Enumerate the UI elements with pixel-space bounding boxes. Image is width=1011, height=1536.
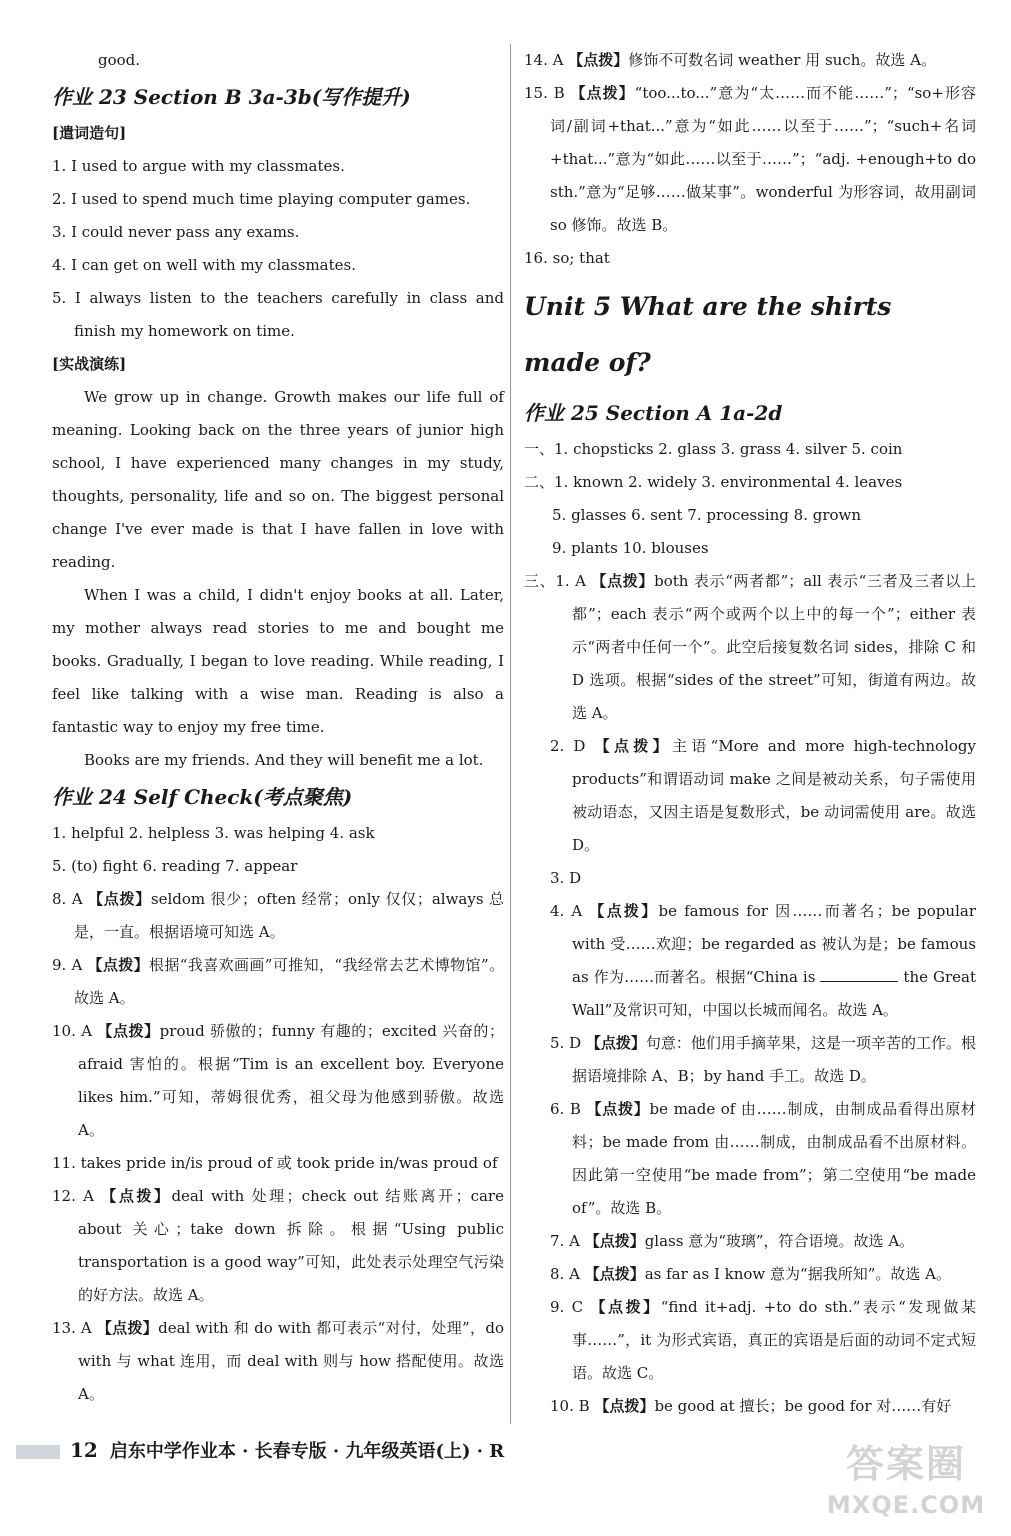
hw25-part2-line2: 5. glasses 6. sent 7. processing 8. grown <box>552 506 862 524</box>
fill-in-blank <box>820 967 898 982</box>
hw23-sentence-2: 2. I used to spend much time playing computer games. <box>52 190 471 208</box>
hint-text: “too...to...”意为“太……而不能……”；“so+形容词/副词+that...”意为“如此……以至于……”；“such+名词+that...”意为“如此……以至于……”；“adj. +enough+to do sth.”意为“足够……做某事”。wonderful 为形容词，故用副词 so 修饰。故选 B。 <box>550 84 976 234</box>
hint-text: deal with 和 do with 都可表示“对付，处理”，do with 与 what 连用，而 deal with 则与 how 搭配使用。故选 A。 <box>78 1319 504 1403</box>
hw23-sentence-5: 5. I always listen to the teachers carefully in class and finish my homework on time. <box>52 289 504 340</box>
answer-number: 9. C <box>550 1298 591 1316</box>
watermark-logo <box>821 1440 991 1530</box>
watermark-text: 答案圈 <box>845 1442 966 1486</box>
hw24-answers-line-2: 5. (to) fight 6. reading 7. appear <box>52 857 298 875</box>
answer-number: 8. A <box>52 890 89 908</box>
hint-text: seldom 很少；often 经常；only 仅仅；always 总是，一直。根据语境可知选 A。 <box>74 890 505 941</box>
answer-number: 4. A <box>550 902 590 920</box>
hw23-sentence-1: 1. I used to argue with my classmates. <box>52 157 345 175</box>
hint-text: 修饰不可数名词 weather 用 such。故选 A。 <box>628 51 936 69</box>
hw23-sentence-3: 3. I could never pass any exams. <box>52 223 300 241</box>
hw25-answer-8 <box>524 1258 976 1291</box>
column-divider <box>510 44 511 1424</box>
answer-number: 7. A <box>550 1232 585 1250</box>
answer-number: 15. B <box>524 84 571 102</box>
hw23-sentence-4: 4. I can get on well with my classmates. <box>52 256 356 274</box>
hint-tag: 【点拨】 <box>584 1265 645 1283</box>
hw23-title: 作业 23 Section B 3a-3b(写作提升) <box>52 85 411 109</box>
unit-title: Unit 5 What are the shirts made of? <box>524 292 892 377</box>
answer-number: 13. A <box>52 1319 97 1337</box>
hint-text-continued: the Great Wall”及常识可知，中国以长城而闻名。故选 A。 <box>572 968 976 1019</box>
answer-number: 三、1. A <box>524 572 592 590</box>
hw25-part1: 一、1. chopsticks 2. glass 3. grass 4. silver 5. coin <box>524 440 903 458</box>
hint-tag: 【点拨】 <box>97 1022 160 1040</box>
hint-tag: 【点拨】 <box>568 51 629 69</box>
hint-text: as far as I know 意为“据我所知”。故选 A。 <box>644 1265 951 1283</box>
answer-number: 2. D <box>550 737 595 755</box>
answer-9 <box>52 949 504 1015</box>
hint-text: 根据“我喜欢画画”可推知，“我经常去艺术博物馆”。故选 A。 <box>74 956 504 1007</box>
hw25-answer-9 <box>524 1291 976 1390</box>
hint-tag: 【点拨】 <box>585 1034 646 1052</box>
answer-number: 10. B <box>550 1397 595 1415</box>
hw25-part2-line3: 9. plants 10. blouses <box>552 539 709 557</box>
answer-number: 8. A <box>550 1265 585 1283</box>
hw23-subheading-1: [遣词造句] <box>52 124 127 142</box>
hint-text: be made of 由……制成，由制成品看得出原材料；be made from 由……制成，由制成品看不出原材料。因此第一空使用“be made from”；第二空使用“be made of”。故选 B。 <box>572 1100 976 1217</box>
hint-tag: 【点拨】 <box>87 956 150 974</box>
hw25-answer-4 <box>524 895 976 1027</box>
hw23-subheading-2: [实战演练] <box>52 355 127 373</box>
hint-text: 句意：他们用手摘苹果，这是一项辛苦的工作。根据语境排除 A、B；by hand 手工。故选 D。 <box>572 1034 976 1085</box>
right-column <box>524 44 976 1423</box>
footer-tab-marker <box>16 1445 60 1459</box>
essay-paragraph-2: When I was a child, I didn't enjoy books at all. Later, my mother always read stories to me and bought me books. Gradually, I began to love reading. While reading, I feel like talking with a wise man. Reading is also a fantastic way to enjoy my free time. <box>52 586 504 736</box>
answer-number: 9. A <box>52 956 88 974</box>
answer-10 <box>52 1015 504 1147</box>
page-number: 12 <box>70 1438 98 1462</box>
hw25-answer-2 <box>524 730 976 862</box>
answer-number: 5. D <box>550 1034 586 1052</box>
hint-tag: 【点拨】 <box>589 902 659 920</box>
hint-tag: 【点拨】 <box>96 1319 159 1337</box>
essay-paragraph-1: We grow up in change. Growth makes our life full of meaning. Looking back on the three years of junior high school, I have experienced many changes in my study, thoughts, personality, life and so on. The biggest personal change I've ever made is that I have fallen in love with reading. <box>52 388 504 571</box>
answer-number: 10. A <box>52 1022 98 1040</box>
answer-12 <box>52 1180 504 1312</box>
hint-tag: 【点拨】 <box>101 1187 172 1205</box>
answer-number: 12. A <box>52 1187 102 1205</box>
answer-11: 11. takes pride in/is proud of 或 took pride in/was proud of <box>52 1154 498 1172</box>
hint-tag: 【点拨】 <box>590 1298 661 1316</box>
answer-8 <box>52 883 504 949</box>
hw25-answer-7 <box>524 1225 976 1258</box>
hint-tag: 【点拨】 <box>586 1100 650 1118</box>
hint-text: both 表示“两者都”；all 表示“三者及三者以上都”；each 表示“两个或两个以上中的每一个”；either 表示“两者中任何一个”。此空后接复数名词 sides，排除 C 和 D 选项。根据“sides of the street”可知，街道有两边。故选 A。 <box>572 572 976 722</box>
continued-text: good. <box>98 51 141 69</box>
hw25-part2-line1: 二、1. known 2. widely 3. environmental 4. leaves <box>524 473 903 491</box>
hint-tag: 【点拨】 <box>584 1232 645 1250</box>
hint-text: proud 骄傲的；funny 有趣的；excited 兴奋的；afraid 害怕的。根据“Tim is an excellent boy. Everyone likes him.”可知，蒂姆很优秀，祖父母为他感到骄傲。故选 A。 <box>78 1022 504 1139</box>
hint-text: glass 意为“玻璃”，符合语境。故选 A。 <box>644 1232 915 1250</box>
answer-number: 14. A <box>524 51 569 69</box>
hw25-answer-3: 3. D <box>550 869 582 887</box>
answer-14 <box>524 44 976 77</box>
hint-text: “find it+adj. +to do sth.”表示“发现做某事……”，it 为形式宾语，真正的宾语是后面的动词不定式短语。故选 C。 <box>572 1298 976 1382</box>
book-title: 启东中学作业本 · 长春专版 · 九年级英语(上) · R <box>109 1441 505 1462</box>
answer-number: 6. B <box>550 1100 587 1118</box>
watermark-url: MXQE.COM <box>826 1491 986 1519</box>
hint-tag: 【点拨】 <box>594 1397 655 1415</box>
hw25-title: 作业 25 Section A 1a-2d <box>524 401 783 425</box>
hw24-title: 作业 24 Self Check(考点聚焦) <box>52 785 353 809</box>
hw25-answer-6 <box>524 1093 976 1225</box>
hw24-answers-line-1: 1. helpful 2. helpless 3. was helping 4. ask <box>52 824 375 842</box>
hint-text: be good at 擅长；be good for 对……有好 <box>654 1397 952 1415</box>
answer-15 <box>524 77 976 242</box>
hw25-answer-1 <box>524 565 976 730</box>
hw25-answer-10 <box>524 1390 976 1423</box>
left-column <box>52 44 504 1411</box>
hint-tag: 【点拨】 <box>594 737 672 755</box>
essay-paragraph-3: Books are my friends. And they will benefit me a lot. <box>84 751 484 769</box>
hint-text: deal with 处理；check out 结账离开；care about 关心；take down 拆除。根据“Using public transportation is a good way”可知，此处表示处理空气污染的好方法。故选 A。 <box>78 1187 504 1304</box>
hint-tag: 【点拨】 <box>88 890 151 908</box>
answer-13 <box>52 1312 504 1411</box>
hint-text: be famous for 因……而著名；be popular with 受……欢迎；be regarded as 被认为是；be famous as 作为……而著名。根据“China is <box>572 902 976 986</box>
answer-16: 16. so; that <box>524 249 610 267</box>
hint-tag: 【点拨】 <box>570 84 635 102</box>
hint-tag: 【点拨】 <box>591 572 655 590</box>
hw25-answer-5 <box>524 1027 976 1093</box>
hint-text: 主语“More and more high-technology products”和谓语动词 make 之间是被动关系，句子需使用被动语态，又因主语是复数形式，be 动词需使用 are。故选 D。 <box>572 737 976 854</box>
